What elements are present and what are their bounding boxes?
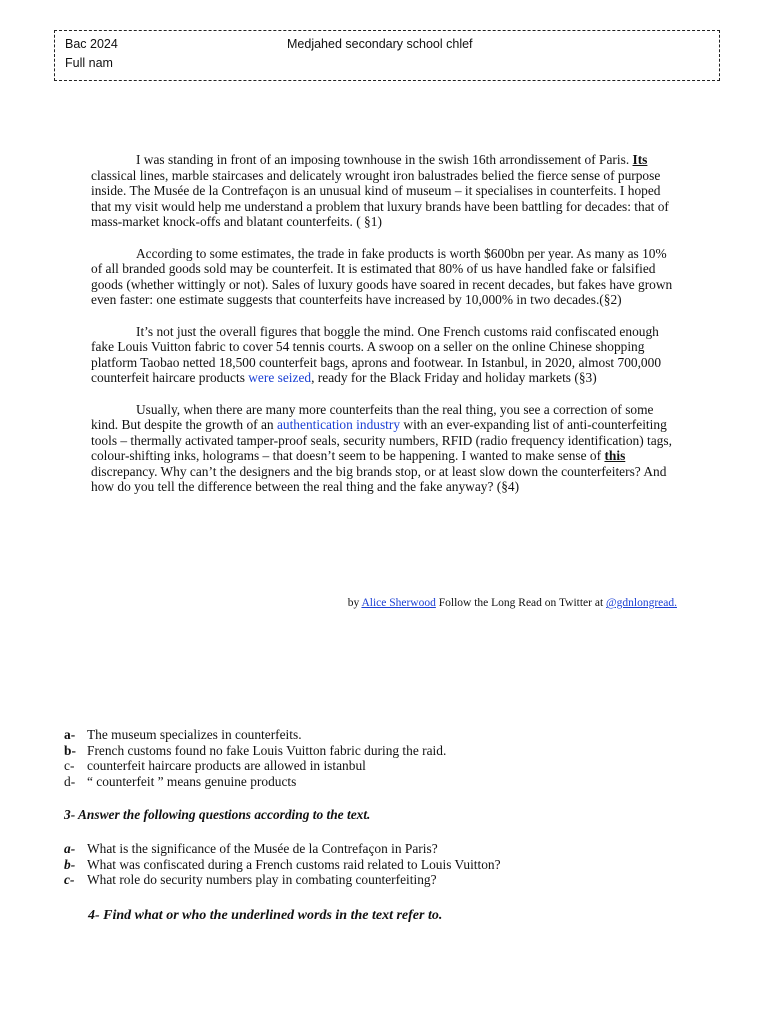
twitter-handle-link[interactable]: @gdnlongread. <box>606 597 677 609</box>
byline-follow: Follow the Long Read on Twitter at <box>435 597 607 609</box>
link-were-seized[interactable]: were seized <box>248 370 312 386</box>
paragraph-3 <box>91 324 681 386</box>
list-item <box>64 774 704 790</box>
exam-year: Bac 2024 <box>65 37 118 51</box>
list-item <box>64 841 704 857</box>
p4-text-middle: with an ever-expanding list of anti-counterfeiting tools – thermally activated tamper-proof seals, security numbers, RFID (radio frequency identification) tags, colour-shifting inks, holograms – that doesn’t seem to be happening. I wanted to make sense of <box>91 417 672 464</box>
item-letter: b- <box>64 742 76 758</box>
paragraph-1 <box>91 152 681 230</box>
item-text: counterfeit haircare products are allowed in istanbul <box>87 758 366 774</box>
list-item <box>64 727 704 743</box>
item-text: What role do security numbers play in combating counterfeiting? <box>87 872 437 888</box>
item-letter: c- <box>64 758 75 774</box>
item-text: What is the significance of the Musée de la Contrefaçon in Paris? <box>87 841 438 856</box>
item-text: The museum specializes in counterfeits. <box>87 727 302 742</box>
p1-text-end: classical lines, marble staircases and delicately wrought iron balustrades belied the fierce sense of purpose inside. The Musée de la Contrefaçon is an unusual kind of museum – it specialises in counterfeits. I hoped that my visit would help me understand a problem that luxury brands have been battling for decades: that of mass-market knock-offs and blatant counterfeits. ( §1) <box>91 167 669 230</box>
byline <box>91 596 677 610</box>
article-text <box>91 152 681 495</box>
byline-by: by <box>347 597 362 609</box>
list-item <box>64 857 704 873</box>
p1-text-start: I was standing in front of an imposing townhouse in the swish 16th arrondissement of Paris. <box>136 152 633 167</box>
p3-text-start: It’s not just the overall figures that boggle the mind. One French customs raid confiscated enough fake Louis Vuitton fabric to cover 54 tennis courts. A swoop on a seller on the online Chinese shopping platform Taobao netted 18,500 counterfeit bags, aprons and footwear. In Istanbul, in 2020, almost 700,000 counterfeit haircare products <box>91 323 662 386</box>
item-letter: a- <box>64 841 76 856</box>
underlined-word-this: this <box>604 448 626 464</box>
paragraph-2: According to some estimates, the trade in fake products is worth $600bn per year. As many as 10% of all branded goods sold may be counterfeit. It is estimated that 80% of us have handled fake or falsified goods (whether wittingly or not). Sales of luxury goods have soared in recent decades, but fakes have grown even faster: one estimate suggests that counterfeits have increased by 10,000% in two decades.(§2) <box>91 245 673 308</box>
full-name-label: Full nam <box>65 56 113 70</box>
author-link[interactable]: Alice Sherwood <box>361 597 436 609</box>
underlined-word-its: Its <box>632 152 648 167</box>
item-text: “ counterfeit ” means genuine products <box>87 773 297 789</box>
item-letter: d- <box>64 773 76 789</box>
true-false-list <box>64 727 704 789</box>
header-box <box>54 30 720 81</box>
item-letter: a- <box>64 727 76 742</box>
question-3-list <box>64 841 704 888</box>
link-authentication-industry[interactable]: authentication industry <box>276 417 401 433</box>
item-letter: b- <box>64 856 76 872</box>
p3-text-end: , ready for the Black Friday and holiday markets (§3) <box>311 370 597 386</box>
p4-text-end: discrepancy. Why can’t the designers and the big brands stop, or at least slow down the counterfeiters? And how do you tell the difference between the real thing and the fake anyway? (§4) <box>91 463 667 495</box>
list-item <box>64 758 704 774</box>
item-text: French customs found no fake Louis Vuitton fabric during the raid. <box>87 742 447 758</box>
p4-text-start: Usually, when there are many more counterfeits than the real thing, you see a correction of some kind. But despite the growth of an <box>91 401 654 433</box>
paragraph-4 <box>91 402 681 496</box>
school-name: Medjahed secondary school chlef <box>287 37 473 51</box>
question-4-heading: 4- Find what or who the underlined words in the text refer to. <box>88 908 443 923</box>
question-3-heading: 3- Answer the following questions according to the text. <box>64 807 371 822</box>
list-item <box>64 743 704 759</box>
item-text: What was confiscated during a French customs raid related to Louis Vuitton? <box>87 856 501 872</box>
list-item <box>64 872 704 888</box>
item-letter: c- <box>64 872 75 888</box>
